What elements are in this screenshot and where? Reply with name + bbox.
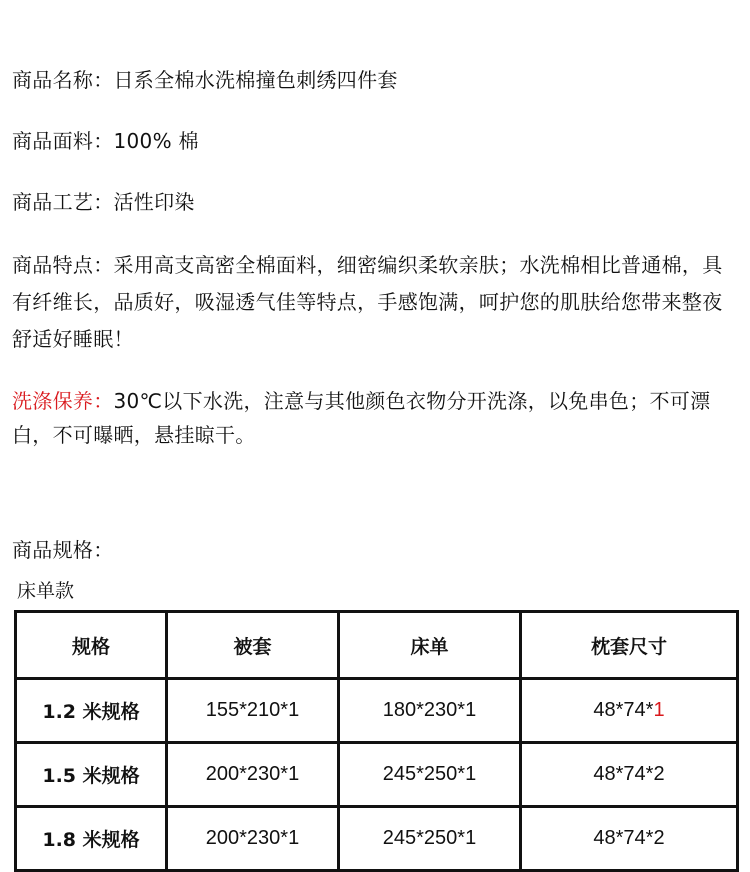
spec-table: [14, 610, 739, 872]
header-size: 规格: [16, 612, 167, 679]
product-fabric-line: [12, 125, 199, 157]
row-size: 1.8 米规格: [16, 807, 167, 871]
product-fabric-value: 100% 棉: [113, 129, 199, 153]
product-features-label: 商品特点：: [12, 253, 114, 277]
product-name-label: 商品名称：: [12, 68, 114, 92]
row-size: 1.5 米规格: [16, 743, 167, 807]
product-specs-label: 商品规格：: [12, 538, 114, 562]
row-sheet: 245*250*1: [339, 743, 521, 807]
row-sheet: 245*250*1: [339, 807, 521, 871]
product-craft-label: 商品工艺：: [12, 190, 114, 214]
table-row: [16, 807, 738, 871]
header-duvet: 被套: [167, 612, 339, 679]
row-sheet: 180*230*1: [339, 679, 521, 743]
row-pillow: [521, 807, 738, 871]
table-row: [16, 743, 738, 807]
product-fabric-label: 商品面料：: [12, 129, 114, 153]
pillow-size: 48*74*: [593, 827, 654, 849]
product-care-label: 洗涤保养：: [12, 389, 114, 413]
row-pillow: [521, 743, 738, 807]
product-craft-line: [12, 186, 195, 218]
product-care-paragraph: [12, 384, 740, 452]
spec-table-header-row: [16, 612, 738, 679]
row-duvet: 155*210*1: [167, 679, 339, 743]
product-craft-value: 活性印染: [113, 190, 195, 214]
header-pillow: 枕套尺寸: [521, 612, 738, 679]
product-features-value: 采用高支高密全棉面料，细密编织柔软亲肤；水洗棉相比普通棉，具有纤维长，品质好，吸湿透气佳等特点，手感饱满，呵护您的肌肤给您带来整夜舒适好睡眠！: [12, 253, 723, 351]
product-features-paragraph: [12, 247, 740, 358]
header-sheet: 床单: [339, 612, 521, 679]
pillow-size: 48*74*: [593, 699, 654, 721]
pillow-quantity: 1: [653, 699, 665, 721]
product-name-value: 日系全棉水洗棉撞色刺绣四件套: [113, 68, 398, 92]
row-duvet: 200*230*1: [167, 807, 339, 871]
pillow-quantity: 2: [653, 763, 665, 785]
row-size: 1.2 米规格: [16, 679, 167, 743]
row-pillow: [521, 679, 738, 743]
pillow-quantity: 2: [653, 827, 665, 849]
product-care-value: 30℃以下水洗，注意与其他颜色衣物分开洗涤，以免串色；不可漂白，不可曝晒，悬挂晾干。: [12, 389, 711, 447]
product-name-line: [12, 64, 398, 96]
pillow-size: 48*74*: [593, 763, 654, 785]
variant-title: 床单款: [17, 580, 75, 602]
row-duvet: 200*230*1: [167, 743, 339, 807]
table-row: [16, 679, 738, 743]
